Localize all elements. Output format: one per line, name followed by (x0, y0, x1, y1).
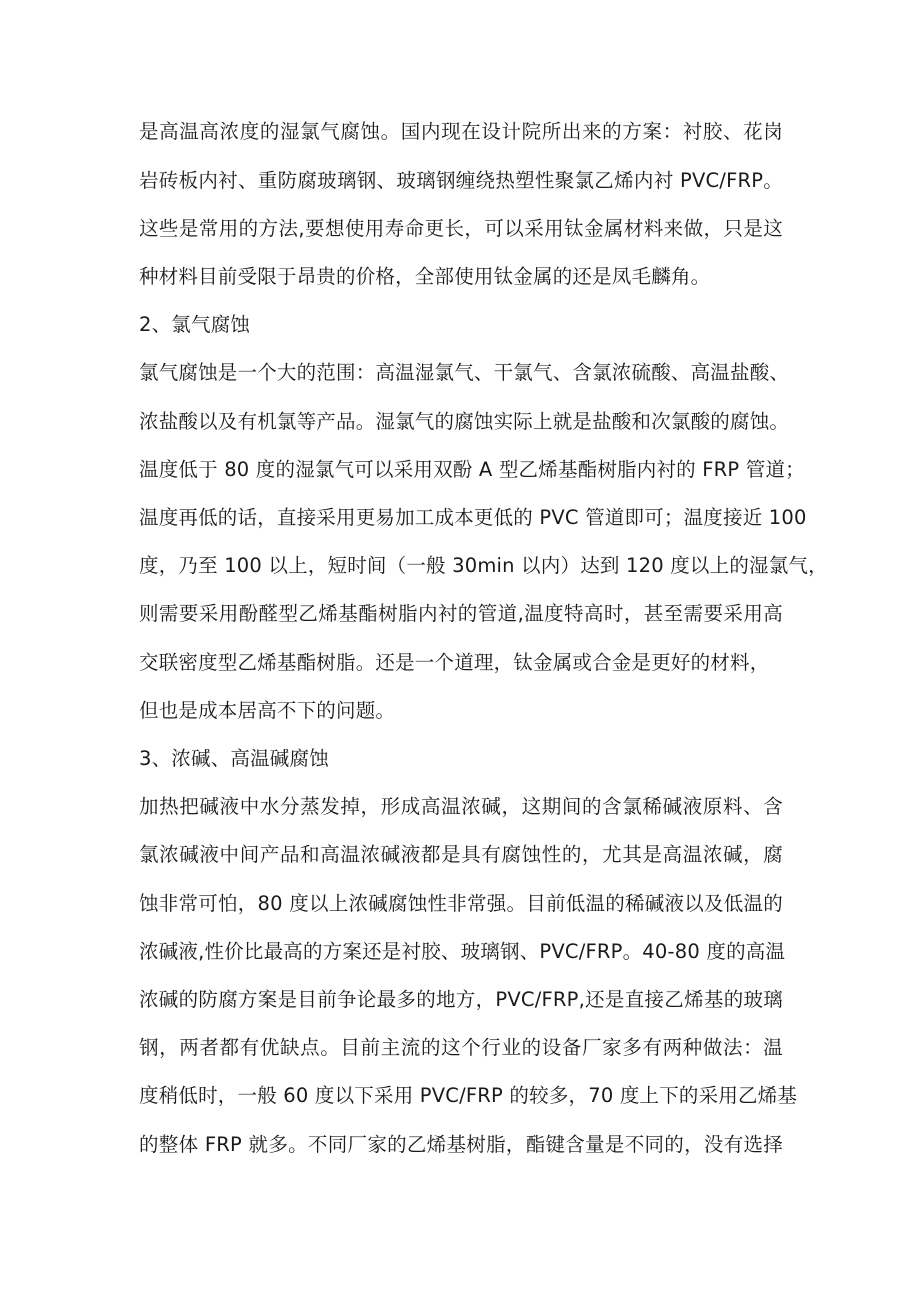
section-heading: 2、氯气腐蚀 (139, 313, 251, 336)
paragraph-line: 交联密度型乙烯基酯树脂。还是一个道理，钛金属或合金是更好的材料， (139, 651, 770, 674)
paragraph-line: 是高温高浓度的湿氯气腐蚀。国内现在设计院所出来的方案：衬胶、花岗 (139, 120, 783, 143)
paragraph-line: 浓碱的防腐方案是目前争论最多的地方，PVC/FRP,还是直接乙烯基的玻璃 (139, 988, 783, 1011)
paragraph-line: 的整体 FRP 就多。不同厂家的乙烯基树脂，酯键含量是不同的，没有选择 (139, 1133, 783, 1156)
paragraph-line: 种材料目前受限于昂贵的价格，全部使用钛金属的还是凤毛麟角。 (139, 265, 711, 288)
paragraph-line: 钢，两者都有优缺点。目前主流的这个行业的设备厂家多有两种做法：温 (139, 1036, 783, 1059)
paragraph-line: 氯浓碱液中间产品和高温浓碱液都是具有腐蚀性的，尤其是高温浓碱，腐 (139, 843, 783, 866)
section-heading: 3、浓碱、高温碱腐蚀 (139, 747, 329, 770)
paragraph-line: 这些是常用的方法,要想使用寿命更长，可以采用钛金属材料来做，只是这 (139, 217, 783, 240)
paragraph-line: 温度再低的话，直接采用更易加工成本更低的 PVC 管道即可；温度接近 100 (139, 506, 807, 529)
paragraph-line: 温度低于 80 度的湿氯气可以采用双酚 A 型乙烯基酯树脂内衬的 FRP 管道； (139, 458, 805, 481)
paragraph-line: 但也是成本居高不下的问题。 (139, 699, 396, 722)
paragraph-line: 度稍低时，一般 60 度以下采用 PVC/FRP 的较多，70 度上下的采用乙烯基 (139, 1084, 798, 1107)
paragraph-line: 浓碱液,性价比最高的方案还是衬胶、玻璃钢、PVC/FRP。40-80 度的高温 (139, 940, 786, 963)
paragraph-line: 蚀非常可怕，80 度以上浓碱腐蚀性非常强。目前低温的稀碱液以及低温的 (139, 892, 783, 915)
paragraph-line: 岩砖板内衬、重防腐玻璃钢、玻璃钢缠绕热塑性聚氯乙烯内衬 PVC/FRP。 (139, 169, 783, 192)
paragraph-line: 浓盐酸以及有机氯等产品。湿氯气的腐蚀实际上就是盐酸和次氯酸的腐蚀。 (139, 410, 790, 433)
paragraph-line: 则需要采用酚醛型乙烯基酯树脂内衬的管道,温度特高时，甚至需要采用高 (139, 602, 783, 625)
paragraph-line: 加热把碱液中水分蒸发掉，形成高温浓碱，这期间的含氯稀碱液原料、含 (139, 795, 783, 818)
paragraph-line: 氯气腐蚀是一个大的范围：高温湿氯气、干氯气、含氯浓硫酸、高温盐酸、 (139, 361, 790, 384)
paragraph-line: 度，乃至 100 以上，短时间（一般 30min 以内）达到 120 度以上的湿氯气， (139, 554, 828, 577)
